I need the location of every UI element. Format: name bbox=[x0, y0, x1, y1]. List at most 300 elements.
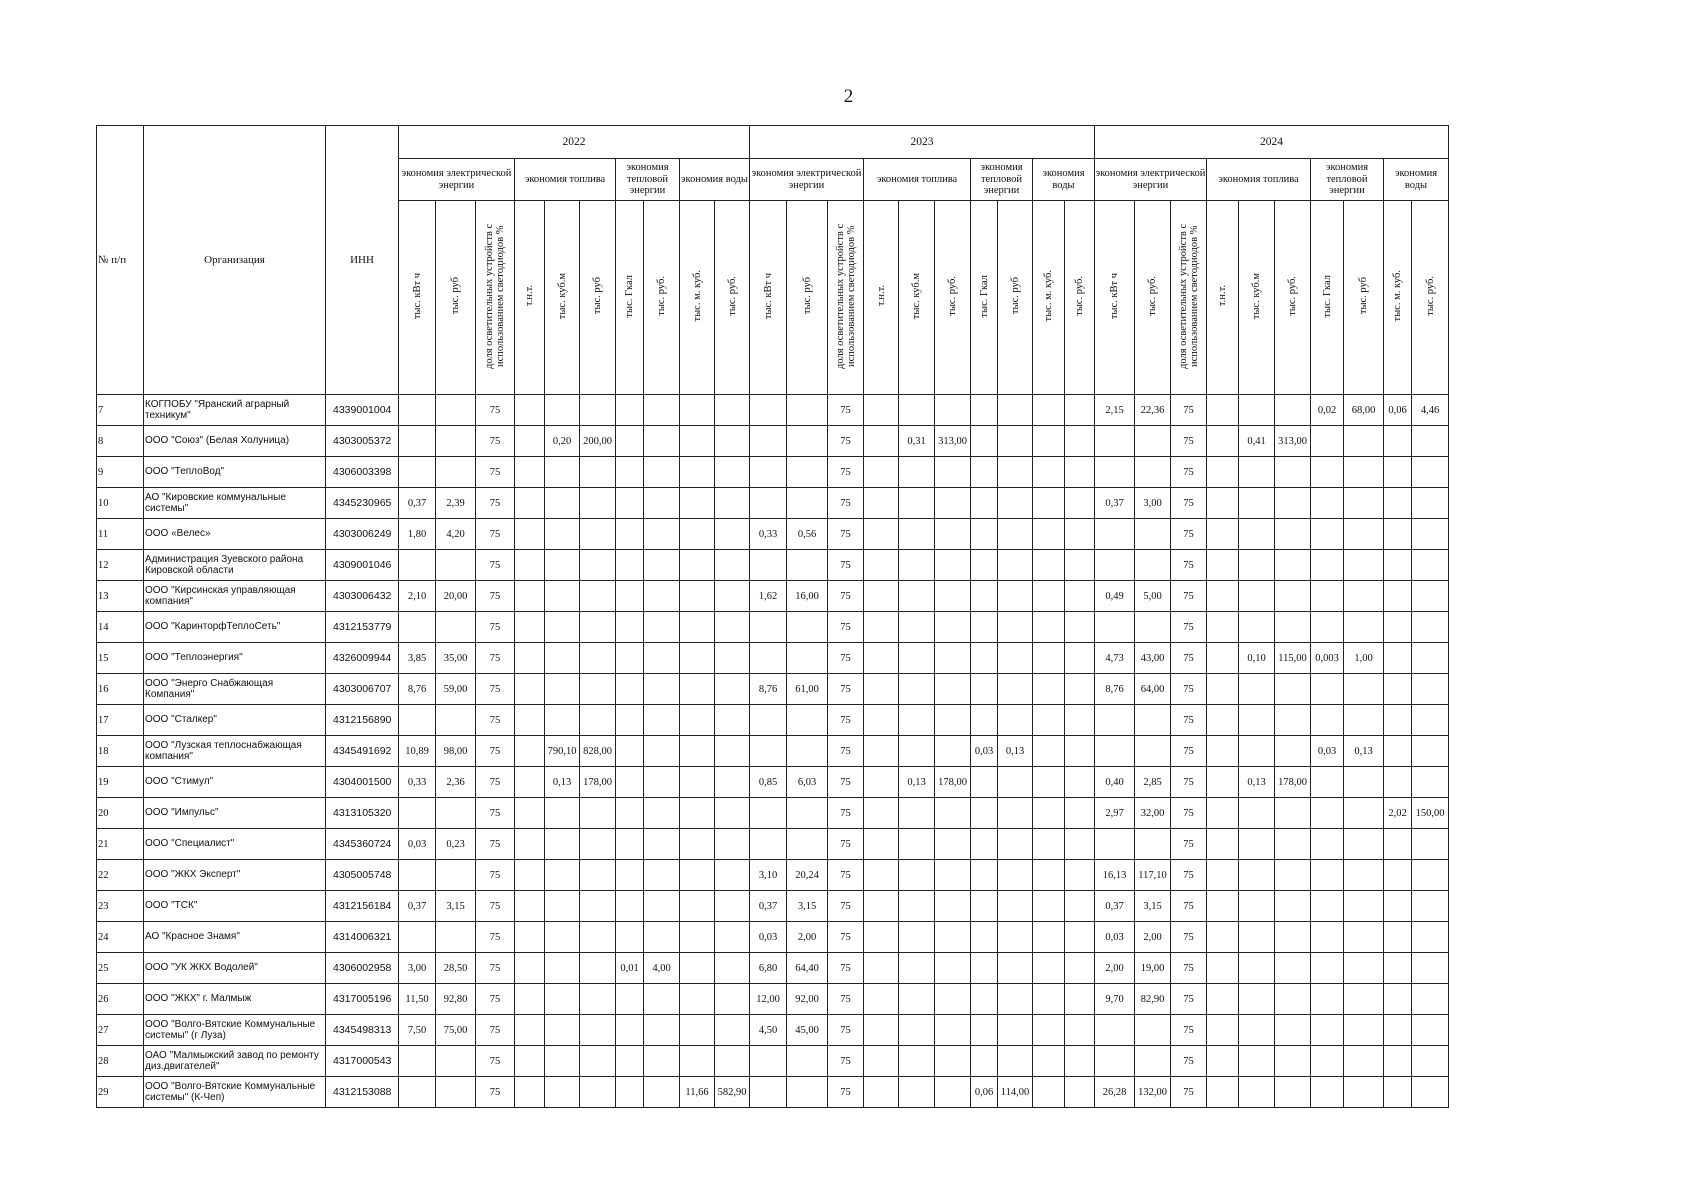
value-cell bbox=[864, 984, 899, 1015]
value-cell bbox=[715, 643, 750, 674]
unit-header bbox=[1033, 201, 1065, 395]
inn-cell: 4345360724 bbox=[326, 829, 399, 860]
value-cell bbox=[580, 395, 616, 426]
inn-cell: 4303006707 bbox=[326, 674, 399, 705]
value-cell bbox=[899, 705, 935, 736]
value-cell bbox=[1033, 674, 1065, 705]
table-body bbox=[97, 395, 1449, 1108]
table-row bbox=[97, 829, 1449, 860]
value-cell bbox=[1033, 860, 1065, 891]
value-cell bbox=[1412, 984, 1449, 1015]
value-cell bbox=[1311, 426, 1344, 457]
value-cell: 0,01 bbox=[616, 953, 644, 984]
value-cell bbox=[1065, 891, 1095, 922]
value-cell bbox=[1275, 984, 1311, 1015]
value-cell bbox=[935, 891, 971, 922]
value-cell: 5,00 bbox=[1135, 581, 1171, 612]
unit-header-label: т.н.т. bbox=[524, 285, 535, 307]
value-cell bbox=[935, 736, 971, 767]
value-cell bbox=[1239, 488, 1275, 519]
unit-header-label: тыс. руб bbox=[1009, 277, 1021, 315]
value-cell bbox=[580, 550, 616, 581]
value-cell bbox=[787, 395, 828, 426]
value-cell: 75 bbox=[476, 519, 515, 550]
table-row bbox=[97, 519, 1449, 550]
value-cell bbox=[1384, 705, 1412, 736]
unit-header bbox=[616, 201, 644, 395]
value-cell bbox=[399, 612, 436, 643]
value-cell: 2,39 bbox=[436, 488, 476, 519]
value-cell: 1,62 bbox=[750, 581, 787, 612]
table-row bbox=[97, 643, 1449, 674]
value-cell bbox=[644, 457, 680, 488]
value-cell bbox=[1344, 829, 1384, 860]
value-cell bbox=[750, 829, 787, 860]
value-cell: 75 bbox=[1171, 829, 1207, 860]
value-cell: 75 bbox=[476, 953, 515, 984]
value-cell: 75 bbox=[1171, 519, 1207, 550]
unit-header bbox=[1207, 201, 1239, 395]
value-cell: 3,15 bbox=[436, 891, 476, 922]
value-cell: 75 bbox=[828, 612, 864, 643]
value-cell bbox=[1239, 798, 1275, 829]
value-cell bbox=[1239, 953, 1275, 984]
value-cell bbox=[864, 457, 899, 488]
value-cell: 26,28 bbox=[1095, 1077, 1135, 1108]
value-cell bbox=[1384, 922, 1412, 953]
unit-header-label: тыс. Гкал bbox=[978, 274, 990, 318]
value-cell bbox=[1311, 1046, 1344, 1077]
value-cell bbox=[1412, 550, 1449, 581]
unit-header bbox=[399, 201, 436, 395]
value-cell bbox=[545, 457, 580, 488]
value-cell bbox=[680, 1015, 715, 1046]
value-cell: 75 bbox=[476, 798, 515, 829]
unit-header-label: тыс. м. куб. bbox=[691, 270, 703, 322]
value-cell bbox=[1384, 674, 1412, 705]
value-cell bbox=[1239, 860, 1275, 891]
value-cell: 75 bbox=[1171, 643, 1207, 674]
row-number: 19 bbox=[97, 767, 144, 798]
value-cell bbox=[515, 1046, 545, 1077]
value-cell bbox=[971, 891, 998, 922]
value-cell bbox=[399, 860, 436, 891]
value-cell bbox=[644, 922, 680, 953]
value-cell: 0,49 bbox=[1095, 581, 1135, 612]
value-cell bbox=[1207, 488, 1239, 519]
unit-header bbox=[1135, 201, 1171, 395]
value-cell bbox=[971, 829, 998, 860]
value-cell bbox=[1033, 984, 1065, 1015]
value-cell bbox=[1412, 643, 1449, 674]
value-cell bbox=[935, 1046, 971, 1077]
value-cell bbox=[1033, 395, 1065, 426]
value-cell: 0,85 bbox=[750, 767, 787, 798]
value-cell: 0,13 bbox=[1239, 767, 1275, 798]
value-cell bbox=[1384, 1046, 1412, 1077]
value-cell: 75 bbox=[476, 1046, 515, 1077]
value-cell bbox=[998, 426, 1033, 457]
value-cell bbox=[545, 519, 580, 550]
value-cell bbox=[750, 705, 787, 736]
value-cell: 0,003 bbox=[1311, 643, 1344, 674]
row-number: 12 bbox=[97, 550, 144, 581]
value-cell bbox=[399, 798, 436, 829]
value-cell: 10,89 bbox=[399, 736, 436, 767]
unit-header bbox=[515, 201, 545, 395]
value-cell bbox=[787, 798, 828, 829]
value-cell bbox=[1412, 1015, 1449, 1046]
unit-header-label: тыс. руб. bbox=[1074, 276, 1085, 316]
value-cell bbox=[1033, 1015, 1065, 1046]
value-cell: 178,00 bbox=[580, 767, 616, 798]
value-cell bbox=[787, 457, 828, 488]
group-header: экономия воды bbox=[680, 159, 750, 201]
value-cell bbox=[1135, 736, 1171, 767]
value-cell: 4,46 bbox=[1412, 395, 1449, 426]
value-cell: 75 bbox=[1171, 891, 1207, 922]
value-cell: 59,00 bbox=[436, 674, 476, 705]
value-cell bbox=[616, 581, 644, 612]
value-cell bbox=[998, 1015, 1033, 1046]
value-cell: 6,03 bbox=[787, 767, 828, 798]
value-cell bbox=[1384, 984, 1412, 1015]
value-cell bbox=[1412, 1077, 1449, 1108]
value-cell bbox=[515, 736, 545, 767]
unit-header bbox=[580, 201, 616, 395]
value-cell bbox=[580, 457, 616, 488]
value-cell bbox=[1135, 457, 1171, 488]
value-cell bbox=[580, 519, 616, 550]
value-cell: 45,00 bbox=[787, 1015, 828, 1046]
value-cell bbox=[1412, 457, 1449, 488]
value-cell bbox=[864, 488, 899, 519]
value-cell: 0,03 bbox=[971, 736, 998, 767]
unit-header-label: тыс. руб. bbox=[1424, 276, 1436, 316]
value-cell bbox=[750, 643, 787, 674]
value-cell bbox=[1384, 612, 1412, 643]
value-cell bbox=[1384, 736, 1412, 767]
value-cell: 75 bbox=[1171, 705, 1207, 736]
value-cell bbox=[1344, 953, 1384, 984]
value-cell bbox=[1412, 736, 1449, 767]
value-cell bbox=[580, 1046, 616, 1077]
value-cell bbox=[515, 674, 545, 705]
value-cell bbox=[1275, 581, 1311, 612]
row-number: 13 bbox=[97, 581, 144, 612]
unit-header-label: тыс. руб. bbox=[947, 276, 958, 316]
value-cell bbox=[616, 1077, 644, 1108]
value-cell bbox=[1344, 705, 1384, 736]
value-cell bbox=[545, 674, 580, 705]
value-cell bbox=[1384, 767, 1412, 798]
value-cell bbox=[1384, 550, 1412, 581]
value-cell: 4,00 bbox=[644, 953, 680, 984]
value-cell: 75 bbox=[476, 891, 515, 922]
value-cell bbox=[545, 705, 580, 736]
value-cell bbox=[1033, 612, 1065, 643]
value-cell bbox=[616, 736, 644, 767]
value-cell bbox=[1033, 829, 1065, 860]
value-cell bbox=[680, 1046, 715, 1077]
value-cell: 75 bbox=[828, 860, 864, 891]
value-cell bbox=[1275, 736, 1311, 767]
value-cell bbox=[1412, 829, 1449, 860]
value-cell: 117,10 bbox=[1135, 860, 1171, 891]
row-number: 29 bbox=[97, 1077, 144, 1108]
value-cell bbox=[935, 953, 971, 984]
value-cell: 82,90 bbox=[1135, 984, 1171, 1015]
value-cell bbox=[399, 705, 436, 736]
inn-cell: 4312156184 bbox=[326, 891, 399, 922]
value-cell bbox=[1065, 674, 1095, 705]
value-cell bbox=[971, 581, 998, 612]
value-cell: 75 bbox=[1171, 1046, 1207, 1077]
value-cell bbox=[545, 643, 580, 674]
value-cell: 2,00 bbox=[1135, 922, 1171, 953]
value-cell bbox=[1384, 643, 1412, 674]
value-cell bbox=[1207, 1015, 1239, 1046]
value-cell bbox=[515, 922, 545, 953]
value-cell: 20,24 bbox=[787, 860, 828, 891]
value-cell bbox=[971, 643, 998, 674]
value-cell bbox=[715, 705, 750, 736]
value-cell bbox=[998, 798, 1033, 829]
value-cell bbox=[864, 426, 899, 457]
value-cell bbox=[616, 550, 644, 581]
table-row bbox=[97, 457, 1449, 488]
value-cell: 75 bbox=[476, 612, 515, 643]
value-cell: 92,00 bbox=[787, 984, 828, 1015]
value-cell bbox=[1135, 519, 1171, 550]
value-cell bbox=[864, 674, 899, 705]
value-cell bbox=[545, 984, 580, 1015]
value-cell: 75 bbox=[828, 674, 864, 705]
value-cell: 313,00 bbox=[935, 426, 971, 457]
value-cell bbox=[680, 984, 715, 1015]
organization-name: ООО «Велес» bbox=[144, 519, 326, 550]
value-cell bbox=[1033, 736, 1065, 767]
value-cell: 2,00 bbox=[787, 922, 828, 953]
value-cell bbox=[1065, 1077, 1095, 1108]
value-cell: 790,10 bbox=[545, 736, 580, 767]
value-cell bbox=[644, 674, 680, 705]
value-cell bbox=[1412, 891, 1449, 922]
value-cell bbox=[998, 1046, 1033, 1077]
value-cell: 3,85 bbox=[399, 643, 436, 674]
unit-header bbox=[828, 201, 864, 395]
value-cell: 3,15 bbox=[1135, 891, 1171, 922]
value-cell bbox=[715, 798, 750, 829]
unit-header-label: тыс. кВт ч bbox=[762, 272, 774, 320]
value-cell bbox=[545, 488, 580, 519]
value-cell bbox=[1311, 550, 1344, 581]
value-cell bbox=[515, 860, 545, 891]
unit-header bbox=[1239, 201, 1275, 395]
value-cell bbox=[715, 736, 750, 767]
value-cell: 114,00 bbox=[998, 1077, 1033, 1108]
value-cell bbox=[935, 984, 971, 1015]
row-number: 15 bbox=[97, 643, 144, 674]
value-cell bbox=[1207, 767, 1239, 798]
value-cell bbox=[1065, 581, 1095, 612]
value-cell bbox=[1412, 581, 1449, 612]
group-header: экономия топлива bbox=[1207, 159, 1311, 201]
value-cell bbox=[1412, 426, 1449, 457]
value-cell bbox=[515, 953, 545, 984]
value-cell bbox=[787, 643, 828, 674]
value-cell: 75 bbox=[476, 984, 515, 1015]
value-cell bbox=[750, 736, 787, 767]
value-cell bbox=[680, 612, 715, 643]
value-cell bbox=[1065, 767, 1095, 798]
value-cell bbox=[998, 550, 1033, 581]
value-cell bbox=[1207, 922, 1239, 953]
value-cell: 0,23 bbox=[436, 829, 476, 860]
value-cell bbox=[1065, 1046, 1095, 1077]
value-cell bbox=[998, 829, 1033, 860]
value-cell: 75 bbox=[828, 891, 864, 922]
organization-name: АО "Красное Знамя" bbox=[144, 922, 326, 953]
value-cell bbox=[998, 488, 1033, 519]
value-cell bbox=[1065, 922, 1095, 953]
group-header: экономия топлива bbox=[864, 159, 971, 201]
value-cell bbox=[1065, 860, 1095, 891]
table-row bbox=[97, 674, 1449, 705]
value-cell bbox=[1344, 1015, 1384, 1046]
value-cell bbox=[580, 1015, 616, 1046]
value-cell bbox=[1311, 984, 1344, 1015]
value-cell bbox=[399, 1046, 436, 1077]
value-cell bbox=[998, 891, 1033, 922]
row-number: 20 bbox=[97, 798, 144, 829]
value-cell bbox=[1311, 829, 1344, 860]
value-cell bbox=[935, 395, 971, 426]
value-cell bbox=[971, 1015, 998, 1046]
value-cell: 4,73 bbox=[1095, 643, 1135, 674]
inn-cell: 4305005748 bbox=[326, 860, 399, 891]
value-cell bbox=[998, 395, 1033, 426]
row-number: 25 bbox=[97, 953, 144, 984]
value-cell: 64,00 bbox=[1135, 674, 1171, 705]
value-cell bbox=[1275, 550, 1311, 581]
value-cell bbox=[515, 488, 545, 519]
value-cell: 75 bbox=[1171, 736, 1207, 767]
value-cell bbox=[935, 829, 971, 860]
value-cell bbox=[787, 1077, 828, 1108]
unit-header bbox=[1384, 201, 1412, 395]
unit-header-label: тыс. руб. bbox=[1287, 276, 1298, 316]
value-cell bbox=[1095, 426, 1135, 457]
value-cell bbox=[1412, 612, 1449, 643]
value-cell: 75 bbox=[828, 922, 864, 953]
value-cell bbox=[545, 1046, 580, 1077]
unit-header-label: доля осветительных устройств с использованием светодиодов % bbox=[834, 223, 857, 369]
value-cell bbox=[1239, 1077, 1275, 1108]
unit-header bbox=[899, 201, 935, 395]
value-cell: 2,36 bbox=[436, 767, 476, 798]
value-cell bbox=[644, 519, 680, 550]
value-cell: 8,76 bbox=[399, 674, 436, 705]
value-cell bbox=[1033, 643, 1065, 674]
row-number: 7 bbox=[97, 395, 144, 426]
value-cell bbox=[436, 798, 476, 829]
organization-name: ООО "Стимул" bbox=[144, 767, 326, 798]
value-cell bbox=[1207, 705, 1239, 736]
value-cell bbox=[1384, 581, 1412, 612]
value-cell bbox=[580, 891, 616, 922]
row-number: 24 bbox=[97, 922, 144, 953]
value-cell bbox=[998, 612, 1033, 643]
value-cell bbox=[515, 984, 545, 1015]
value-cell bbox=[787, 736, 828, 767]
value-cell bbox=[1065, 829, 1095, 860]
row-number: 23 bbox=[97, 891, 144, 922]
table-row bbox=[97, 953, 1449, 984]
value-cell: 75 bbox=[476, 426, 515, 457]
value-cell bbox=[644, 581, 680, 612]
value-cell bbox=[580, 922, 616, 953]
value-cell: 75 bbox=[476, 581, 515, 612]
value-cell bbox=[580, 581, 616, 612]
value-cell: 75 bbox=[1171, 767, 1207, 798]
value-cell: 0,06 bbox=[1384, 395, 1412, 426]
unit-header bbox=[436, 201, 476, 395]
value-cell bbox=[580, 643, 616, 674]
value-cell bbox=[680, 519, 715, 550]
value-cell bbox=[644, 736, 680, 767]
value-cell bbox=[1311, 860, 1344, 891]
group-header: экономия воды bbox=[1033, 159, 1095, 201]
value-cell bbox=[1384, 860, 1412, 891]
value-cell bbox=[1135, 550, 1171, 581]
unit-header bbox=[680, 201, 715, 395]
group-header: экономия топлива bbox=[515, 159, 616, 201]
value-cell bbox=[436, 612, 476, 643]
value-cell bbox=[644, 767, 680, 798]
value-cell: 75 bbox=[1171, 922, 1207, 953]
value-cell bbox=[971, 705, 998, 736]
value-cell: 0,03 bbox=[750, 922, 787, 953]
value-cell bbox=[935, 643, 971, 674]
value-cell: 828,00 bbox=[580, 736, 616, 767]
value-cell bbox=[515, 519, 545, 550]
value-cell bbox=[864, 395, 899, 426]
value-cell: 75 bbox=[476, 736, 515, 767]
value-cell bbox=[616, 426, 644, 457]
value-cell bbox=[715, 426, 750, 457]
organization-name: ООО "ТСК" bbox=[144, 891, 326, 922]
value-cell bbox=[1207, 457, 1239, 488]
value-cell bbox=[1412, 1046, 1449, 1077]
value-cell bbox=[1065, 1015, 1095, 1046]
value-cell bbox=[1065, 705, 1095, 736]
value-cell bbox=[1239, 829, 1275, 860]
value-cell bbox=[644, 1015, 680, 1046]
organization-name: ООО "Кирсинская управляющая компания" bbox=[144, 581, 326, 612]
value-cell bbox=[580, 829, 616, 860]
value-cell bbox=[1311, 581, 1344, 612]
row-number: 21 bbox=[97, 829, 144, 860]
value-cell bbox=[899, 581, 935, 612]
value-cell bbox=[935, 860, 971, 891]
value-cell: 1,00 bbox=[1344, 643, 1384, 674]
value-cell bbox=[971, 953, 998, 984]
value-cell bbox=[998, 984, 1033, 1015]
inn-cell: 4306003398 bbox=[326, 457, 399, 488]
value-cell: 150,00 bbox=[1412, 798, 1449, 829]
value-cell bbox=[436, 1077, 476, 1108]
